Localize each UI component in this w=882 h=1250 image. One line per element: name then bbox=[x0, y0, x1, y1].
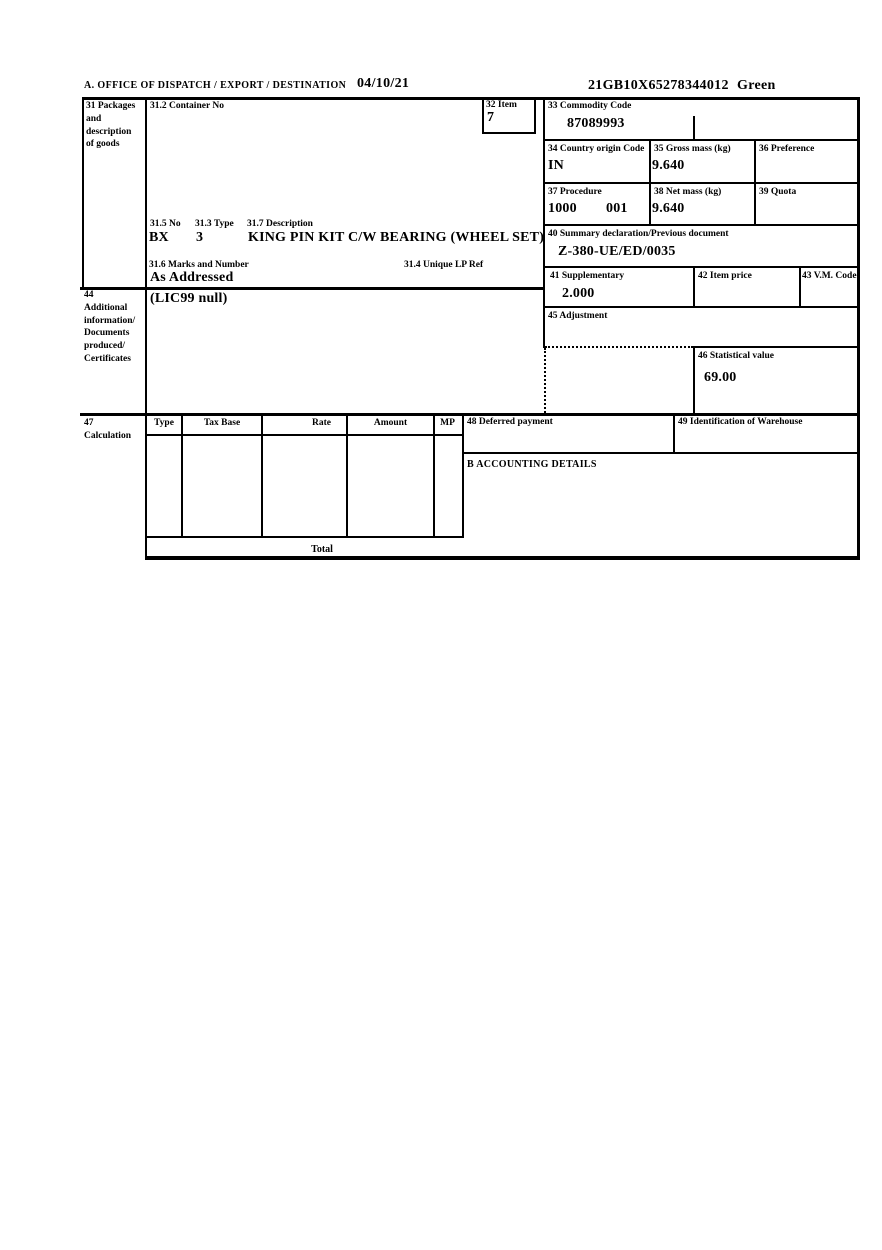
vm-code-label: 43 V.M. Code bbox=[802, 271, 857, 281]
procedure-label: 37 Procedure bbox=[548, 187, 602, 197]
calc-column-mp: MP bbox=[440, 418, 455, 428]
item-value: 7 bbox=[487, 110, 495, 125]
calc-column-rate: Rate bbox=[312, 418, 331, 428]
box46-left-border bbox=[693, 346, 695, 413]
box47-label: 47 Calculation bbox=[84, 418, 131, 441]
label-column-divider bbox=[145, 97, 147, 558]
calc-header-underline bbox=[145, 434, 464, 436]
summary-declaration-value: Z-380-UE/ED/0035 bbox=[558, 244, 676, 259]
declaration-date: 04/10/21 bbox=[357, 76, 410, 91]
divider-42-43 bbox=[799, 266, 801, 308]
deferred-payment-label: 48 Deferred payment bbox=[467, 417, 553, 427]
divider-48-49 bbox=[673, 413, 675, 454]
calc-column-tax-base: Tax Base bbox=[203, 418, 241, 428]
box46-top-border bbox=[693, 346, 860, 348]
summary-declaration-label: 40 Summary declaration/Previous document bbox=[548, 229, 729, 239]
box31-label: 31 Packages and description of goods bbox=[86, 101, 136, 150]
calc-total-label: Total bbox=[311, 544, 333, 555]
marks-and-number-value: As Addressed bbox=[150, 270, 234, 285]
net-mass-label: 38 Net mass (kg) bbox=[654, 187, 722, 197]
adjustment-label: 45 Adjustment bbox=[548, 311, 608, 321]
unique-lp-ref-label: 31.4 Unique LP Ref bbox=[404, 260, 484, 270]
country-origin-value: IN bbox=[548, 158, 564, 173]
additional-information-value: (LIC99 null) bbox=[150, 291, 228, 306]
gross-mass-value: 9.640 bbox=[652, 158, 685, 173]
line-under-box37-row bbox=[543, 224, 860, 226]
quota-label: 39 Quota bbox=[759, 187, 797, 197]
section-divider-44 bbox=[80, 287, 545, 290]
routing-status: Green bbox=[737, 78, 776, 93]
gross-mass-label: 35 Gross mass (kg) bbox=[654, 144, 731, 154]
commodity-code-tick bbox=[693, 116, 695, 140]
calc-column-amount: Amount bbox=[373, 418, 408, 428]
marks-and-number-label: 31.6 Marks and Number bbox=[149, 260, 249, 270]
net-mass-value: 9.640 bbox=[652, 201, 685, 216]
line-under-box48-49 bbox=[462, 452, 860, 454]
package-no-value: BX bbox=[149, 230, 169, 245]
calc-table-right-border bbox=[462, 413, 464, 537]
commodity-code-value: 87089993 bbox=[567, 116, 625, 131]
procedure-value-2: 001 bbox=[606, 201, 628, 216]
procedure-value-1: 1000 bbox=[548, 201, 577, 216]
warehouse-id-label: 49 Identification of Warehouse bbox=[678, 417, 803, 427]
container-no-label: 31.2 Container No bbox=[150, 101, 224, 111]
line-under-box41-row bbox=[543, 306, 860, 308]
declaration-reference-number: 21GB10X65278344012 bbox=[588, 78, 729, 93]
package-type-label: 31.3 Type bbox=[195, 219, 234, 229]
section-divider-47 bbox=[80, 413, 860, 416]
statistical-value-label: 46 Statistical value bbox=[698, 351, 774, 361]
item-label: 32 Item bbox=[486, 100, 517, 110]
statistical-value: 69.00 bbox=[704, 370, 737, 385]
commodity-code-label: 33 Commodity Code bbox=[548, 101, 632, 111]
form-left-border bbox=[82, 97, 84, 287]
form-bottom-border bbox=[145, 556, 860, 560]
accounting-details-label: B ACCOUNTING DETAILS bbox=[467, 459, 597, 470]
line-under-box40 bbox=[543, 266, 860, 268]
calc-table-bottom-line bbox=[145, 536, 464, 538]
package-type-value: 3 bbox=[196, 230, 204, 245]
line-under-box34-row bbox=[543, 182, 860, 184]
supplementary-value: 2.000 bbox=[562, 286, 595, 301]
right-column-divider bbox=[543, 97, 545, 348]
box44-label: 44 Additional information/ Documents produced/ Certificates bbox=[84, 290, 136, 364]
package-no-label: 31.5 No bbox=[150, 219, 181, 229]
office-of-dispatch-label: A. OFFICE OF DISPATCH / EXPORT / DESTINATION bbox=[84, 80, 347, 91]
line-under-box33 bbox=[543, 139, 860, 141]
item-price-label: 42 Item price bbox=[698, 271, 752, 281]
calc-column-type: Type bbox=[154, 418, 174, 428]
supplementary-label: 41 Supplementary bbox=[550, 271, 625, 281]
dotted-vertical-line bbox=[544, 348, 546, 413]
form-top-border bbox=[82, 97, 860, 100]
dotted-line-under-box45 bbox=[545, 346, 693, 348]
description-value: KING PIN KIT C/W BEARING (WHEEL SET) bbox=[248, 230, 545, 245]
divider-35-36 bbox=[754, 139, 756, 226]
form-right-border bbox=[857, 97, 860, 559]
description-label: 31.7 Description bbox=[247, 219, 313, 229]
country-origin-label: 34 Country origin Code bbox=[548, 144, 645, 154]
divider-34-35 bbox=[649, 139, 651, 226]
divider-41-42 bbox=[693, 266, 695, 308]
preference-label: 36 Preference bbox=[759, 144, 815, 154]
